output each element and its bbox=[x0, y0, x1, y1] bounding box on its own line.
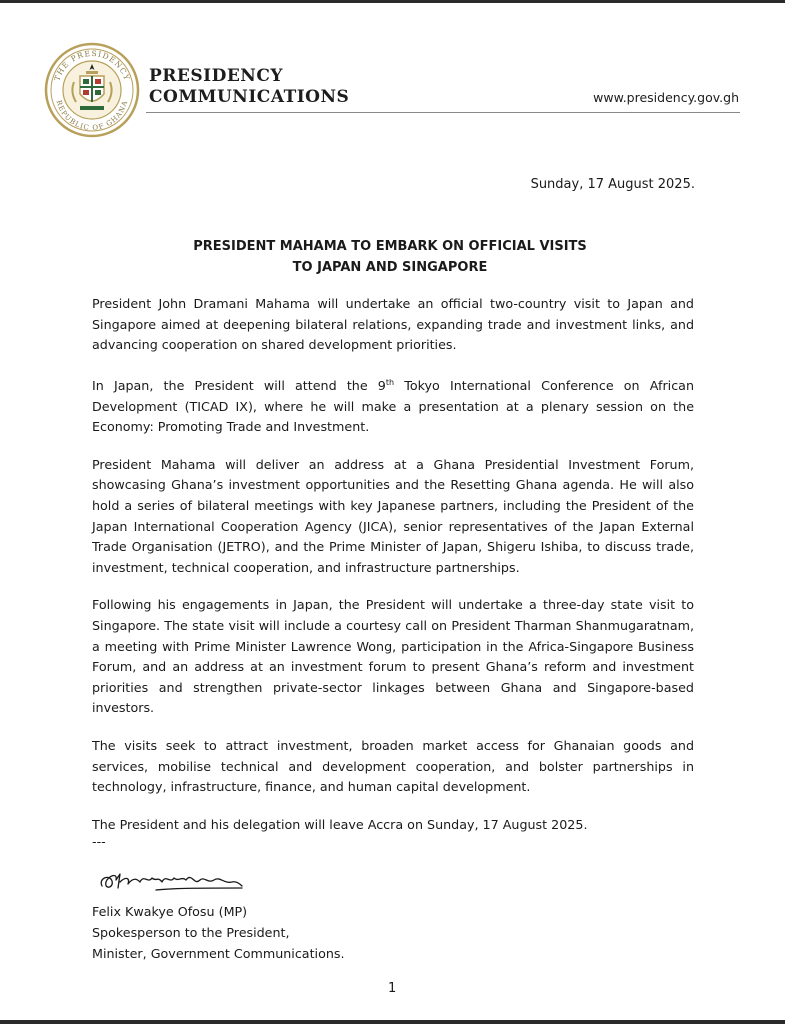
brand-line-presidency: PRESIDENCY bbox=[149, 66, 284, 86]
brand-wordmark bbox=[149, 66, 349, 108]
press-release-body bbox=[92, 294, 694, 849]
paragraph-2-text-a: In Japan, the President will attend the 9 bbox=[92, 378, 386, 394]
paragraph-4: Following his engagements in Japan, the President will undertake a three-day state visit to Singapore. The state visit will include a courtesy call on President Tharman Shanmugaratnam, a meeting with Prime Minister Lawrence Wong, participation in the Africa-Singapore Business Forum, and an address at an investment forum to present Ghana’s reform and investment priorities and strengthen private-sector linkages between Ghana and Singapore-based investors. bbox=[92, 597, 694, 716]
header-divider bbox=[146, 112, 740, 113]
release-date: Sunday, 17 August 2025. bbox=[530, 177, 695, 192]
paragraph-1: President John Dramani Mahama will undertake an official two-country visit to Japan and Singapore aimed at deepening bilateral relations, expanding trade and investment links, and advancing cooperation on shared development priorities. bbox=[92, 296, 694, 353]
separator-dashes: --- bbox=[92, 834, 106, 850]
title-line-1: PRESIDENT MAHAMA TO EMBARK ON OFFICIAL VISITS bbox=[193, 239, 587, 254]
paragraph-2-text-b: Tokyo International Conference on African Development (TICAD IX), where he will make a presentation at a plenary session on the Economy: Promoting Trade and Investment. bbox=[92, 378, 694, 435]
paragraph-6: The President and his delegation will leave Accra on Sunday, 17 August 2025. bbox=[92, 816, 588, 832]
press-release-title bbox=[120, 236, 660, 278]
title-line-2: TO JAPAN AND SINGAPORE bbox=[292, 260, 488, 275]
page-top-edge bbox=[0, 0, 785, 3]
svg-text:THE PRESIDENCY: THE PRESIDENCY bbox=[52, 48, 132, 83]
signatory-role-1: Spokesperson to the President, bbox=[92, 924, 290, 940]
paragraph-5: The visits seek to attract investment, broaden market access for Ghanaian goods and services, mobilise technical and development cooperation, and bolster partnerships in technology, infrastructure, finance, and human capital development. bbox=[92, 737, 694, 795]
svg-text:REPUBLIC OF GHANA: REPUBLIC OF GHANA bbox=[54, 99, 130, 133]
brand-line-communications: COMMUNICATIONS bbox=[149, 87, 350, 107]
ordinal-suffix: th bbox=[385, 377, 395, 387]
handwritten-signature bbox=[96, 866, 246, 896]
paragraph-3: President Mahama will deliver an address at a Ghana Presidential Investment Forum, showcasing Ghana’s investment opportunities and the Resetting Ghana agenda. He will also hold a series of bilateral meetings with key Japanese partners, including the President of the Japan International Cooperation Agency (JICA), senior representatives of the Japan External Trade Organisation (JETRO), and the Prime Minister of Japan, Shigeru Ishiba, to discuss trade, investment, technical cooperation, and infrastructure partnerships. bbox=[92, 456, 694, 575]
page-bottom-edge bbox=[0, 1020, 785, 1024]
website-url: www.presidency.gov.gh bbox=[593, 90, 739, 105]
page-number: 1 bbox=[388, 981, 397, 996]
signatory-block bbox=[92, 902, 345, 964]
presidency-seal-logo bbox=[44, 42, 140, 138]
signatory-role-2: Minister, Government Communications. bbox=[92, 945, 345, 961]
paragraph-2 bbox=[92, 373, 694, 438]
signatory-name: Felix Kwakye Ofosu (MP) bbox=[92, 904, 248, 919]
